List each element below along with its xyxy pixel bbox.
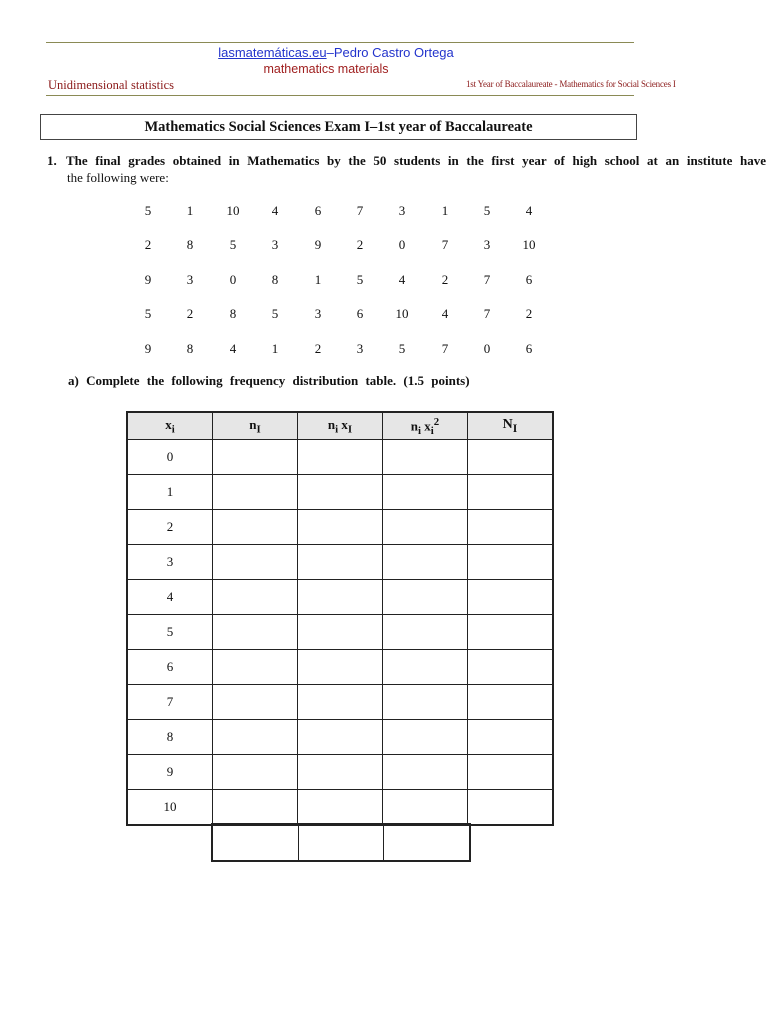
grade-value: 5 [144,203,152,218]
table-row [127,615,553,650]
nixi2-cell[interactable] [383,475,468,510]
xi-value: 0 [127,440,213,475]
grade-value: 3 [186,272,194,287]
table-row [127,685,553,720]
header-xi: $x_i$ [127,412,213,440]
grade-value: 7 [483,272,491,287]
table-row [127,650,553,685]
grade-value: 8 [186,341,194,356]
nixi-cell[interactable] [298,475,383,510]
grade-value: 9 [314,237,322,252]
nixi-cell[interactable] [298,790,383,826]
grade-value: 10 [226,203,240,218]
table-row [127,755,553,790]
Ni-cell[interactable] [468,510,554,545]
part-a-instruction: a) Complete the following frequency distribution table. (1.5 points) [68,373,470,388]
grade-value: 2 [525,306,533,321]
grade-value: 5 [271,306,279,321]
Ni-cell[interactable] [468,790,554,826]
grade-value: 4 [441,306,449,321]
nixi2-cell[interactable] [383,440,468,475]
grade-value: 5 [144,306,152,321]
Ni-cell[interactable] [468,615,554,650]
Ni-cell[interactable] [468,475,554,510]
grade-value: 8 [229,306,237,321]
grade-value: 1 [186,203,194,218]
nixi2-cell[interactable] [383,720,468,755]
nixi2-cell[interactable] [383,790,468,826]
xi-value: 6 [127,650,213,685]
Ni-cell[interactable] [468,440,554,475]
grade-value: 1 [314,272,322,287]
grade-value: 1 [271,341,279,356]
totals-row [211,823,471,862]
author-name: –Pedro Castro Ortega [326,45,454,60]
nixi2-cell[interactable] [383,650,468,685]
table-row [127,720,553,755]
grade-value: 2 [356,237,364,252]
table-row [127,790,553,826]
nixi2-cell[interactable] [383,685,468,720]
grade-value: 4 [398,272,406,287]
exam-title: Mathematics Social Sciences Exam I–1st year of Baccalaureate [40,114,637,140]
xi-value: 1 [127,475,213,510]
nixi2-cell[interactable] [383,615,468,650]
table-row [127,545,553,580]
nixi-cell[interactable] [298,545,383,580]
grade-value: 9 [144,341,152,356]
grade-value: 6 [525,272,533,287]
grade-value: 3 [356,341,364,356]
nixi-cell[interactable] [298,720,383,755]
Ni-cell[interactable] [468,580,554,615]
table-row [127,510,553,545]
nixi2-cell[interactable] [383,580,468,615]
nixi2-cell[interactable] [383,545,468,580]
ni-cell[interactable] [213,475,298,510]
nixi2-cell[interactable] [383,755,468,790]
grade-value: 6 [356,306,364,321]
Ni-cell[interactable] [468,650,554,685]
xi-value: 9 [127,755,213,790]
frequency-table [126,411,554,826]
header-ni-xi2: $n_i$ $x_i^2$ [383,412,468,440]
table-row [127,475,553,510]
ni-cell[interactable] [213,720,298,755]
header-bottom-rule [46,95,634,96]
grade-value: 9 [144,272,152,287]
ni-cell[interactable] [213,580,298,615]
grade-value: 4 [229,341,237,356]
grade-value: 3 [398,203,406,218]
grade-value: 2 [186,306,194,321]
grade-value: 0 [229,272,237,287]
ni-cell[interactable] [213,545,298,580]
total-ni-cell[interactable] [213,824,299,860]
ni-cell[interactable] [213,440,298,475]
xi-value: 3 [127,545,213,580]
grade-value: 6 [525,341,533,356]
header-Ni: $N_I$ [468,412,554,440]
grade-value: 2 [144,237,152,252]
table-header-row [127,412,553,440]
question-text: The final grades obtained in Mathematics by the 50 students in the first year of high school at an institute have [66,153,766,168]
grade-value: 5 [356,272,364,287]
grade-value: 7 [356,203,364,218]
table-row [127,580,553,615]
nixi-cell[interactable] [298,615,383,650]
grade-value: 7 [483,306,491,321]
question-number: 1. [47,153,57,168]
ni-cell[interactable] [213,650,298,685]
subtitle: mathematics materials [263,62,389,76]
nixi-cell[interactable] [298,440,383,475]
nixi-cell[interactable] [298,580,383,615]
xi-value: 8 [127,720,213,755]
xi-value: 5 [127,615,213,650]
grade-value: 10 [395,306,409,321]
ni-cell[interactable] [213,755,298,790]
grade-value: 3 [314,306,322,321]
Ni-cell[interactable] [468,685,554,720]
ni-cell[interactable] [213,685,298,720]
header-ni-xi: $n_i$ $x_I$ [298,412,383,440]
ni-cell[interactable] [213,615,298,650]
grade-value: 4 [271,203,279,218]
xi-value: 4 [127,580,213,615]
site-line [0,45,672,60]
header-top-rule [46,42,634,43]
grade-value: 7 [441,341,449,356]
question-text-continued: the following were: [67,170,169,185]
grade-value: 6 [314,203,322,218]
grade-value: 8 [186,237,194,252]
nixi-cell[interactable] [298,510,383,545]
grade-value: 4 [525,203,533,218]
xi-value: 2 [127,510,213,545]
grade-value: 0 [483,341,491,356]
grade-value: 5 [483,203,491,218]
nixi-cell[interactable] [298,755,383,790]
Ni-cell[interactable] [468,545,554,580]
Ni-cell[interactable] [468,720,554,755]
table-row [127,440,553,475]
Ni-cell[interactable] [468,755,554,790]
nixi-cell[interactable] [298,685,383,720]
header-ni: $n_I$ [213,412,298,440]
grade-value: 7 [441,237,449,252]
grade-value: 10 [522,237,536,252]
total-nixi-cell[interactable] [299,824,385,860]
grade-value: 3 [271,237,279,252]
grade-value: 5 [398,341,406,356]
nixi2-cell[interactable] [383,510,468,545]
ni-cell[interactable] [213,510,298,545]
total-nixi2-cell[interactable] [384,824,469,860]
ni-cell[interactable] [213,790,298,826]
xi-value: 10 [127,790,213,826]
grade-value: 5 [229,237,237,252]
course-label: 1st Year of Baccalaureate - Mathematics for Social Sciences I [466,79,676,89]
topic-label: Unidimensional statistics [48,78,175,92]
nixi-cell[interactable] [298,650,383,685]
site-link[interactable]: lasmatemáticas.eu [218,45,327,60]
xi-value: 7 [127,685,213,720]
grade-value: 2 [441,272,449,287]
grade-value: 2 [314,341,322,356]
grade-value: 8 [271,272,279,287]
grade-value: 3 [483,237,491,252]
grade-value: 0 [398,237,406,252]
grade-value: 1 [441,203,449,218]
